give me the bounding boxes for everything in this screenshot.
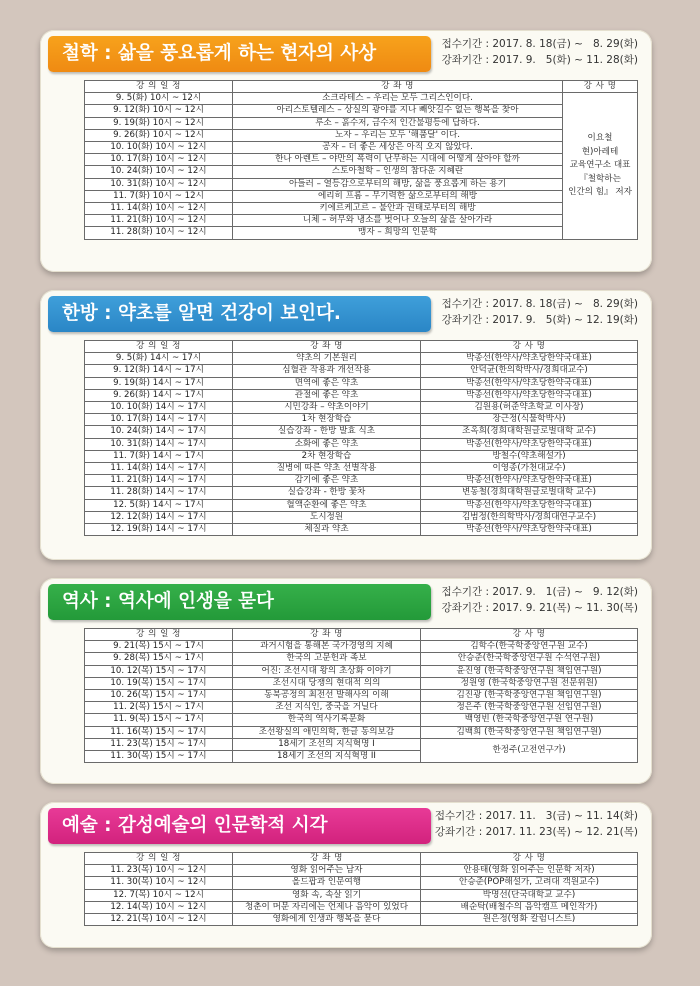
schedule-cell: 9. 5(화) 14시 ~ 17시 <box>85 353 233 365</box>
course-name-cell: 영화 읽어주는 남자 <box>233 865 421 877</box>
history-dates <box>442 584 638 616</box>
table-row <box>85 726 638 738</box>
schedule-cell: 9. 19(화) 10시 ~ 12시 <box>85 117 233 129</box>
schedule-cell: 9. 28(목) 15시 ~ 17시 <box>85 653 233 665</box>
art-section <box>40 802 652 948</box>
schedule-cell: 11. 23(목) 15시 ~ 17시 <box>85 738 233 750</box>
schedule-cell: 10. 17(화) 14시 ~ 17시 <box>85 414 233 426</box>
column-header: 강 사 명 <box>421 629 638 641</box>
instructor-cell: 백영빈 (한국학중앙연구원 연구원) <box>421 714 638 726</box>
course-name-cell: 동북공정의 최전선 발해사의 이해 <box>233 690 421 702</box>
philosophy-section <box>40 30 652 272</box>
instructor-cell: 원은정(영화 칼럼니스트) <box>421 914 638 926</box>
table-row <box>85 438 638 450</box>
instructor-cell: 김범정(한의학박사/경희대연구교수) <box>421 511 638 523</box>
course-name-cell: 공자 – 더 좋은 세상은 아직 오지 않았다. <box>233 142 563 154</box>
course-name-cell: 에리히 프롬 – 무기력한 삶으로부터의 해방 <box>233 190 563 202</box>
philosophy-schedule-table <box>84 80 638 240</box>
schedule-cell: 10. 26(목) 15시 ~ 17시 <box>85 690 233 702</box>
art-dates <box>435 808 638 840</box>
instructor-line: 현)아레테 <box>581 146 619 157</box>
schedule-cell: 10. 31(화) 14시 ~ 17시 <box>85 438 233 450</box>
instructor-cell: 박명선(단국대학교 교수) <box>421 889 638 901</box>
schedule-cell: 9. 12(화) 14시 ~ 17시 <box>85 365 233 377</box>
schedule-cell: 10. 10(화) 14시 ~ 17시 <box>85 402 233 414</box>
column-header: 강 좌 명 <box>233 81 563 93</box>
course-name-cell: 키에르케고르 – 불안과 권태로부터의 해방 <box>233 203 563 215</box>
table-row <box>85 877 638 889</box>
course-name-cell: 조선시대 당쟁의 현대적 의의 <box>233 677 421 689</box>
instructor-cell: 박종선(한약사/약초당한약국대표) <box>421 389 638 401</box>
table-row <box>85 450 638 462</box>
course-name-cell: 노자 – 우리는 모두 '해품달' 이다. <box>233 129 563 141</box>
table-row <box>85 865 638 877</box>
table-row <box>85 105 638 117</box>
merged-instructor-cell <box>563 93 638 239</box>
instructor-cell: 안덕균(한의학박사/경희대교수) <box>421 365 638 377</box>
table-row <box>85 142 638 154</box>
instructor-line: 교육연구소 대표 <box>569 160 631 171</box>
herbal-course-period: 강좌기간 : 2017. 9. 5(화) ~ 12. 19(화) <box>441 314 638 326</box>
instructor-line: 이요철 <box>587 133 613 144</box>
table-row <box>85 117 638 129</box>
column-header: 강 의 일 정 <box>85 629 233 641</box>
course-name-cell: 심혈관 작용과 개선작용 <box>233 365 421 377</box>
instructor-cell: 장근정(식물학박사) <box>421 414 638 426</box>
instructor-cell: 김진광 (한국학중앙연구원 책임연구원) <box>421 690 638 702</box>
table-header-row <box>85 629 638 641</box>
instructor-cell: 박종선(한약사/약초당한약국대표) <box>421 524 638 536</box>
table-row <box>85 665 638 677</box>
course-name-cell: 맹자 – 희망의 인문학 <box>233 227 563 239</box>
table-row <box>85 414 638 426</box>
column-header: 강 좌 명 <box>233 341 421 353</box>
art-schedule-table <box>84 852 638 926</box>
table-row <box>85 524 638 536</box>
table-row <box>85 178 638 190</box>
art-apply-period: 접수기간 : 2017. 11. 3(금) ~ 11. 14(화) <box>434 810 638 822</box>
course-name-cell: 면역에 좋은 약초 <box>233 377 421 389</box>
schedule-cell: 10. 24(화) 14시 ~ 17시 <box>85 426 233 438</box>
instructor-cell: 박종선(한약사/약초당한약국대표) <box>421 438 638 450</box>
history-course-period: 강좌기간 : 2017. 9. 21(목) ~ 11. 30(목) <box>441 602 638 614</box>
instructor-cell: 정은주 (한국학중앙연구원 선임연구원) <box>421 702 638 714</box>
instructor-cell: 박종선(한약사/약초당한약국대표) <box>421 377 638 389</box>
course-name-cell: 도시정원 <box>233 511 421 523</box>
schedule-cell: 11. 21(화) 14시 ~ 17시 <box>85 475 233 487</box>
instructor-cell: 정원영 (한국학중앙연구원 전문위원) <box>421 677 638 689</box>
schedule-cell: 9. 19(화) 14시 ~ 17시 <box>85 377 233 389</box>
table-row <box>85 377 638 389</box>
table-row <box>85 227 638 239</box>
schedule-cell: 11. 30(목) 10시 ~ 12시 <box>85 877 233 889</box>
herbal-dates <box>442 296 638 328</box>
schedule-cell: 9. 12(화) 10시 ~ 12시 <box>85 105 233 117</box>
table-row <box>85 353 638 365</box>
table-header-row <box>85 853 638 865</box>
table-row <box>85 653 638 665</box>
instructor-cell: 윤진영 (한국학중앙연구원 책임연구원) <box>421 665 638 677</box>
schedule-cell: 12. 5(화) 14시 ~ 17시 <box>85 499 233 511</box>
course-name-cell: 소크라테스 – 우리는 모두 그리스인이다. <box>233 93 563 105</box>
schedule-cell: 10. 12(목) 15시 ~ 17시 <box>85 665 233 677</box>
herbal-apply-period: 접수기간 : 2017. 8. 18(금) ~ 8. 29(화) <box>441 298 638 310</box>
column-header: 강 좌 명 <box>233 629 421 641</box>
course-name-cell: 시민강좌 – 약초이야기 <box>233 402 421 414</box>
schedule-cell: 9. 21(목) 15시 ~ 17시 <box>85 641 233 653</box>
instructor-cell: 안승준(한국학중앙연구원 수석연구원) <box>421 653 638 665</box>
table-row <box>85 641 638 653</box>
instructor-cell: 조옥희(경희대학원글로벌대학 교수) <box>421 426 638 438</box>
schedule-cell: 9. 26(화) 10시 ~ 12시 <box>85 129 233 141</box>
schedule-cell: 11. 9(목) 15시 ~ 17시 <box>85 714 233 726</box>
schedule-cell: 11. 28(화) 14시 ~ 17시 <box>85 487 233 499</box>
course-name-cell: 조선 지식인, 중국을 거닐다 <box>233 702 421 714</box>
course-name-cell: 한나 아렌트 – 야만의 폭력이 난무하는 시대에 어떻게 살아야 할까 <box>233 154 563 166</box>
schedule-cell: 10. 10(화) 10시 ~ 12시 <box>85 142 233 154</box>
schedule-cell: 11. 16(목) 15시 ~ 17시 <box>85 726 233 738</box>
merged-instructor-cell: 한정주(고전연구가) <box>421 738 638 762</box>
history-apply-period: 접수기간 : 2017. 9. 1(금) ~ 9. 12(화) <box>441 586 638 598</box>
instructor-cell: 김백희 (한국학중앙연구원 책임연구원) <box>421 726 638 738</box>
table-row <box>85 190 638 202</box>
table-row <box>85 901 638 913</box>
table-row <box>85 499 638 511</box>
philosophy-title: 철학 : 삶을 풍요롭게 하는 현자의 사상 <box>48 36 431 72</box>
table-row <box>85 215 638 227</box>
course-name-cell: 감기에 좋은 약초 <box>233 475 421 487</box>
course-name-cell: 실습강좌 - 한방 발효 식초 <box>233 426 421 438</box>
instructor-cell: 박종선(한약사/약초당한약국대표) <box>421 499 638 511</box>
course-name-cell: 과거시험을 통해본 국가경영의 지혜 <box>233 641 421 653</box>
history-section <box>40 578 652 784</box>
schedule-cell: 12. 21(목) 10시 ~ 12시 <box>85 914 233 926</box>
course-name-cell: 2차 현장학습 <box>233 450 421 462</box>
table-row <box>85 889 638 901</box>
table-row <box>85 365 638 377</box>
table-row <box>85 402 638 414</box>
table-row <box>85 166 638 178</box>
schedule-cell: 11. 2(목) 15시 ~ 17시 <box>85 702 233 714</box>
table-row <box>85 389 638 401</box>
instructor-cell: 안승준(POP해설가, 고려대 객원교수) <box>421 877 638 889</box>
philosophy-course-period: 강좌기간 : 2017. 9. 5(화) ~ 11. 28(화) <box>441 54 638 66</box>
course-name-cell: 영화 속, 속살 읽기 <box>233 889 421 901</box>
schedule-cell: 10. 19(목) 15시 ~ 17시 <box>85 677 233 689</box>
course-name-cell: 영화에게 인생과 행복을 묻다 <box>233 914 421 926</box>
schedule-cell: 12. 7(목) 10시 ~ 12시 <box>85 889 233 901</box>
schedule-cell: 11. 21(화) 10시 ~ 12시 <box>85 215 233 227</box>
schedule-cell: 11. 14(화) 10시 ~ 12시 <box>85 203 233 215</box>
schedule-cell: 10. 17(화) 10시 ~ 12시 <box>85 154 233 166</box>
instructor-line: 『철학하는 <box>579 173 621 184</box>
table-row <box>85 714 638 726</box>
column-header: 강 사 명 <box>563 81 638 93</box>
table-row <box>85 487 638 499</box>
instructor-cell: 박종선(한약사/약초당한약국대표) <box>421 353 638 365</box>
schedule-cell: 11. 30(목) 15시 ~ 17시 <box>85 751 233 763</box>
table-row <box>85 426 638 438</box>
schedule-cell: 12. 19(화) 14시 ~ 17시 <box>85 524 233 536</box>
table-row <box>85 463 638 475</box>
history-schedule-table <box>84 628 638 763</box>
table-row <box>85 511 638 523</box>
instructor-cell: 김학수(한국학중앙연구원 교수) <box>421 641 638 653</box>
instructor-cell: 방철수(약초해설가) <box>421 450 638 462</box>
table-row <box>85 914 638 926</box>
instructor-cell: 김원용(허준약초학교 이사장) <box>421 402 638 414</box>
table-row <box>85 93 638 105</box>
course-name-cell: 올드팝과 인문여행 <box>233 877 421 889</box>
schedule-cell: 12. 12(화) 14시 ~ 17시 <box>85 511 233 523</box>
instructor-cell: 배순탁(배철수의 음악캠프 메인작가) <box>421 901 638 913</box>
course-name-cell: 조선왕실의 애민의학, 한글 동의보감 <box>233 726 421 738</box>
schedule-cell: 10. 24(화) 10시 ~ 12시 <box>85 166 233 178</box>
schedule-cell: 10. 31(화) 10시 ~ 12시 <box>85 178 233 190</box>
course-name-cell: 어진: 조선시대 왕의 초상화 이야기 <box>233 665 421 677</box>
schedule-cell: 12. 14(목) 10시 ~ 12시 <box>85 901 233 913</box>
table-row <box>85 203 638 215</box>
table-header-row <box>85 341 638 353</box>
course-name-cell: 아리스토텔레스 – 상실의 광야를 지나 빼앗길수 없는 행복을 찾아 <box>233 105 563 117</box>
herbal-section <box>40 290 652 560</box>
table-row <box>85 475 638 487</box>
course-name-cell: 혈액순환에 좋은 약초 <box>233 499 421 511</box>
table-row <box>85 690 638 702</box>
history-title: 역사 : 역사에 인생을 묻다 <box>48 584 431 620</box>
course-name-cell: 루소 – 흙수저, 금수저 인간불평등에 답하다. <box>233 117 563 129</box>
instructor-cell: 이영종(가천대교수) <box>421 463 638 475</box>
art-title: 예술 : 감성예술의 인문학적 시각 <box>48 808 431 844</box>
instructor-cell: 변동철(경희대학원글로벌대학 교수) <box>421 487 638 499</box>
course-name-cell: 소화에 좋은 약초 <box>233 438 421 450</box>
course-name-cell: 스토아철학 – 인생의 참다운 지혜란 <box>233 166 563 178</box>
course-name-cell: 체질과 약초 <box>233 524 421 536</box>
table-row <box>85 677 638 689</box>
schedule-cell: 9. 5(화) 10시 ~ 12시 <box>85 93 233 105</box>
course-name-cell: 질병에 따른 약초 선별작용 <box>233 463 421 475</box>
column-header: 강 사 명 <box>421 341 638 353</box>
philosophy-apply-period: 접수기간 : 2017. 8. 18(금) ~ 8. 29(화) <box>441 38 638 50</box>
column-header: 강 의 일 정 <box>85 853 233 865</box>
table-row <box>85 154 638 166</box>
schedule-cell: 11. 28(화) 10시 ~ 12시 <box>85 227 233 239</box>
schedule-cell: 11. 7(화) 10시 ~ 12시 <box>85 190 233 202</box>
table-row <box>85 129 638 141</box>
course-name-cell: 실습강좌 - 한방 꽃차 <box>233 487 421 499</box>
instructor-line: 인간의 힘』 저자 <box>568 187 632 198</box>
instructor-cell: 박종선(한약사/약초당한약국대표) <box>421 475 638 487</box>
column-header: 강 사 명 <box>421 853 638 865</box>
table-row <box>85 738 638 750</box>
course-name-cell: 약초의 기본원리 <box>233 353 421 365</box>
schedule-cell: 11. 14(화) 14시 ~ 17시 <box>85 463 233 475</box>
course-name-cell: 18세기 조선의 지식혁명 II <box>233 751 421 763</box>
art-course-period: 강좌기간 : 2017. 11. 23(목) ~ 12. 21(목) <box>434 826 638 838</box>
course-name-cell: 관절에 좋은 약초 <box>233 389 421 401</box>
column-header: 강 의 일 정 <box>85 81 233 93</box>
schedule-cell: 11. 23(목) 10시 ~ 12시 <box>85 865 233 877</box>
herbal-title: 한방 : 약초를 알면 건강이 보인다. <box>48 296 431 332</box>
schedule-cell: 9. 26(화) 14시 ~ 17시 <box>85 389 233 401</box>
course-name-cell: 1차 현장학습 <box>233 414 421 426</box>
course-name-cell: 한국의 역사기록문화 <box>233 714 421 726</box>
course-name-cell: 한국의 고문헌과 족보 <box>233 653 421 665</box>
course-name-cell: 아들러 – 열등감으로부터의 해방, 삶을 풍요롭게 하는 용기 <box>233 178 563 190</box>
course-name-cell: 청춘이 머문 자리에는 언제나 음악이 있었다 <box>233 901 421 913</box>
schedule-cell: 11. 7(화) 14시 ~ 17시 <box>85 450 233 462</box>
philosophy-dates <box>442 36 638 68</box>
course-name-cell: 18세기 조선의 지식혁명 I <box>233 738 421 750</box>
table-row <box>85 702 638 714</box>
column-header: 강 좌 명 <box>233 853 421 865</box>
instructor-cell: 안용태(영화 읽어주는 인문학 저자) <box>421 865 638 877</box>
course-name-cell: 니체 – 허무와 냉소를 벗어나 오늘의 삶을 살아가라 <box>233 215 563 227</box>
table-header-row <box>85 81 638 93</box>
column-header: 강 의 일 정 <box>85 341 233 353</box>
herbal-schedule-table <box>84 340 638 536</box>
